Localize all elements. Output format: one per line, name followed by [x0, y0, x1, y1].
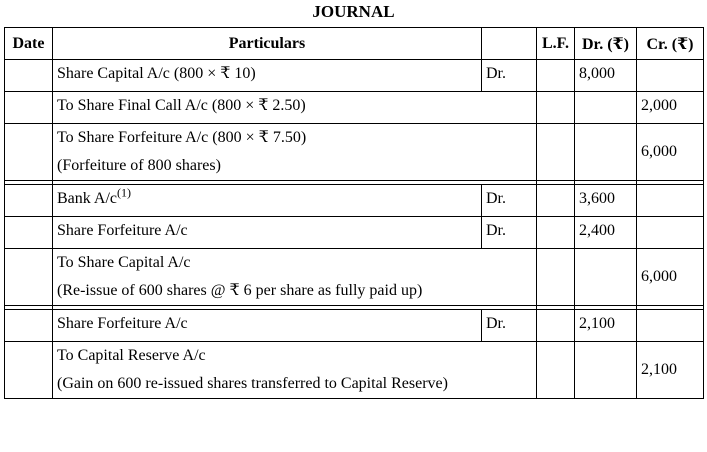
table-row: [5, 310, 704, 342]
particulars-cell: To Capital Reserve A/c (Gain on 600 re-issued shares transferred to Capital Reserve): [53, 342, 537, 399]
date-cell: [5, 217, 53, 249]
particulars-cell: To Share Forfeiture A/c (800 × ₹ 7.50) (Forfeiture of 800 shares): [53, 124, 537, 181]
lf-cell: [537, 342, 575, 399]
footnote-marker: (1): [117, 185, 131, 200]
lf-cell: [537, 60, 575, 92]
page-title: JOURNAL: [312, 2, 395, 21]
dr-cell: 2,100: [575, 310, 637, 342]
date-cell: [5, 60, 53, 92]
dr-cell: 2,400: [575, 217, 637, 249]
dr-cell: [575, 342, 637, 399]
particulars-cell: Share Capital A/c (800 × ₹ 10): [53, 60, 482, 92]
table-row: [5, 124, 704, 181]
header-dr: Dr. (₹): [575, 28, 637, 60]
particulars-cell: To Share Capital A/c (Re-issue of 600 shares @ ₹ 6 per share as fully paid up): [53, 249, 537, 306]
journal-table: [4, 27, 704, 399]
cr-cell: [637, 185, 704, 217]
cr-cell: 6,000: [637, 249, 704, 306]
particulars-cell: Bank $A/c^{(1)}$: [53, 185, 482, 217]
marker-cell: Dr.: [482, 310, 537, 342]
dr-cell: [575, 124, 637, 181]
particulars-cell: To Share Final Call A/c (800 × ₹ 2.50): [53, 92, 537, 124]
marker-cell: Dr.: [482, 60, 537, 92]
marker-cell: Dr.: [482, 185, 537, 217]
cr-cell: [637, 217, 704, 249]
dr-cell: 8,000: [575, 60, 637, 92]
table-row: [5, 342, 704, 399]
cr-cell: [637, 310, 704, 342]
table-row: [5, 92, 704, 124]
lf-cell: [537, 185, 575, 217]
table-row: [5, 217, 704, 249]
cr-cell: 2,000: [637, 92, 704, 124]
lf-cell: [537, 217, 575, 249]
particulars-cell: Share Forfeiture A/c: [53, 217, 482, 249]
particulars-cell: Share Forfeiture A/c: [53, 310, 482, 342]
date-cell: [5, 342, 53, 399]
date-cell: [5, 249, 53, 306]
header-lf: L.F.: [537, 28, 575, 60]
date-cell: [5, 185, 53, 217]
lf-cell: [537, 249, 575, 306]
lf-cell: [537, 124, 575, 181]
cr-cell: 2,100: [637, 342, 704, 399]
header-row: [5, 28, 704, 60]
date-cell: [5, 92, 53, 124]
lf-cell: [537, 310, 575, 342]
cr-cell: 6,000: [637, 124, 704, 181]
dr-cell: [575, 249, 637, 306]
header-particulars: Particulars: [53, 28, 482, 60]
header-blank: [482, 28, 537, 60]
table-row: [5, 185, 704, 217]
dr-cell: [575, 92, 637, 124]
marker-cell: Dr.: [482, 217, 537, 249]
header-date: Date: [5, 28, 53, 60]
header-cr: Cr. (₹): [637, 28, 704, 60]
lf-cell: [537, 92, 575, 124]
table-row: [5, 60, 704, 92]
date-cell: [5, 124, 53, 181]
cr-cell: [637, 60, 704, 92]
table-row: [5, 249, 704, 306]
dr-cell: 3,600: [575, 185, 637, 217]
date-cell: [5, 310, 53, 342]
